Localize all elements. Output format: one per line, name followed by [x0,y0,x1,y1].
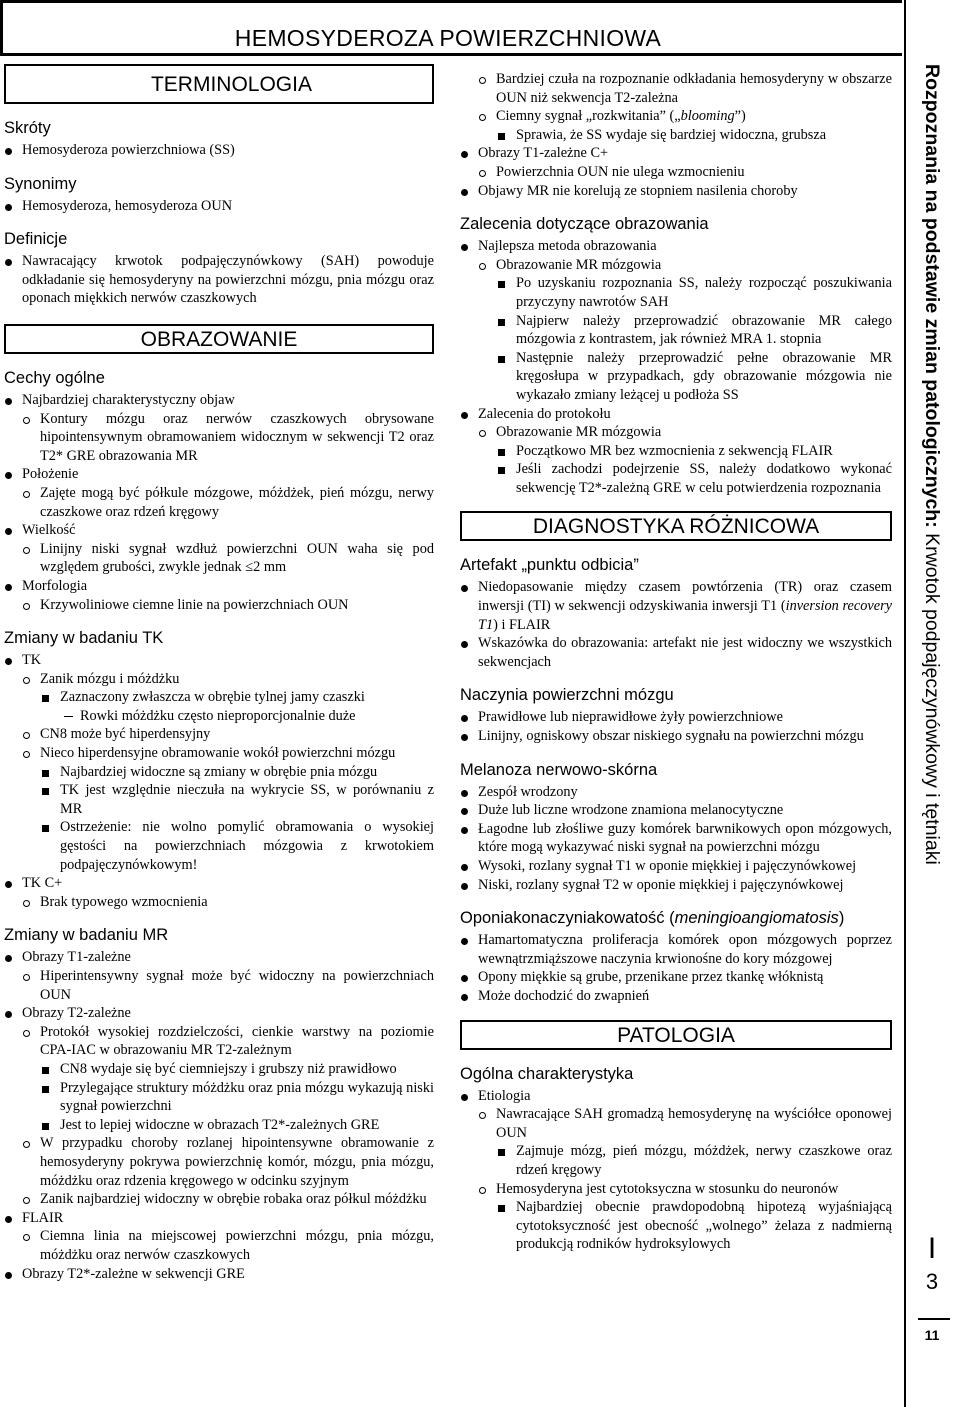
circle-bullet-icon [479,77,486,84]
list-item: Wskazówka do obrazowania: artefakt nie jest widoczny we wszystkich sekwencjach [460,634,892,671]
circle-bullet-icon [23,974,30,981]
square-bullet-icon [42,1067,49,1074]
square-bullet-icon [42,788,49,795]
left-column [4,64,434,1283]
bullet-icon [5,1011,12,1018]
list-item: Następnie należy przeprowadzić pełne obrazowanie MR kręgosłupa w przypadkach, gdy obrazowanie mózgowia nie wykazało zmiany leżącej u podłoża SS [460,349,892,405]
ogolna-list [460,1087,892,1254]
square-bullet-icon [42,695,49,702]
bullet-icon [5,1216,12,1223]
list-item: Objawy MR nie korelują ze stopniem nasilenia choroby [460,182,892,201]
list-item: Obrazy T2-zależne [4,1004,434,1023]
mr-heading: Zmiany w badaniu MR [4,926,169,945]
patologia-heading: PATOLOGIA [617,1023,735,1047]
page-divider [918,1318,950,1320]
cechy-heading: Cechy ogólne [4,368,105,387]
list-item: Nawracające SAH gromadzą hemosyderynę na wyściółce oponowej OUN [460,1105,892,1142]
list-item: Zaznaczony zwłaszcza w obrębie tylnej jamy czaszki [4,688,434,707]
list-item: Obrazowanie MR mózgowia [460,423,892,442]
list-item: Protokół wysokiej rozdzielczości, cienkie warstwy na poziomie CPA-IAC w obrazowaniu MR T2-zależnym [4,1023,434,1060]
list-item: Opony miękkie są grube, przenikane przez tkankę włóknistą [460,968,892,987]
bullet-icon [461,585,468,592]
list-item: Zespół wrodzony [460,783,892,802]
bullet-icon [461,1094,468,1101]
tk-heading: Zmiany w badaniu TK [4,629,164,648]
page-number: 11 [924,1327,940,1343]
list-item: Hemosyderoza powierzchniowa (SS) [4,141,434,160]
circle-bullet-icon [23,677,30,684]
skroty-heading: Skróty [4,119,51,137]
list-item: Łagodne lub złośliwe guzy komórek barwnikowych opon mózgowych, które mogą wykazywać niski sygnał na powierzchni mózgu [460,820,892,857]
list-item: Zanik najbardziej widoczny w obrębie robaka oraz półkul móżdżku [4,1190,434,1209]
bullet-icon [5,204,12,211]
bullet-icon [461,189,468,196]
list-item: Najlepsza metoda obrazowania [460,237,892,256]
list-item: Jeśli zachodzi podejrzenie SS, należy dodatkowo wykonać sekwencję T2*-zależną GRE w celu potwierdzenia rozpoznania [460,460,892,497]
chapter-number: 3 [925,1269,939,1294]
list-item: Ostrzeżenie: nie wolno pomylić obramowania o wysokiej gęstości na powierzchniach mózgowia z krwotokiem podpajęczynówkowym! [4,818,434,874]
bullet-icon [461,994,468,1001]
side-chapter-label: Rozpoznania na podstawie zmian patologicznych: Krwotok podpajęczynówkowy i tętniaki [921,64,943,865]
bullet-icon [461,715,468,722]
bullet-icon [5,1272,12,1279]
circle-bullet-icon [23,1197,30,1204]
synonimy-heading: Synonimy [4,174,77,193]
circle-bullet-icon [479,114,486,121]
square-bullet-icon [498,356,505,363]
bullet-icon [5,881,12,888]
cechy-list [4,391,434,614]
list-item: CN8 może być hiperdensyjny [4,725,434,744]
circle-bullet-icon [23,1141,30,1148]
list-item: Hemosyderyna jest cytotoksyczna w stosunku do neuronów [460,1180,892,1199]
circle-bullet-icon [479,1112,486,1119]
artefakt-list [460,578,892,671]
list-item: Sprawia, że SS wydaje się bardziej widoczna, grubsza [460,126,892,145]
circle-bullet-icon [23,1234,30,1241]
list-item: FLAIR [4,1209,434,1228]
terminology-heading: TERMINOLOGIA [150,73,312,96]
list-item: Morfologia [4,577,434,596]
bullet-icon [5,259,12,266]
list-item: Może dochodzić do zwapnień [460,987,892,1006]
oponiakonaczyniakowatosc-list [460,931,892,1005]
list-item: Jest to lepiej widoczne w obrazach T2*-zależnych GRE [4,1116,434,1135]
bullet-icon [5,398,12,405]
list-item: Najbardziej obecnie prawdopodobną hipotezą wyjaśniającą cytotoksyczność jest obecność „wolnego” żelaza z nadmierną produkcją rodników hydroksylowych [460,1198,892,1254]
oponiakonaczyniakowatosc-heading: Oponiakonaczyniakowatość (meningioangiomatosis) [460,909,845,928]
square-bullet-icon [498,467,505,474]
list-item: TK C+ [4,874,434,893]
list-item: Duże lub liczne wrodzone znamiona melanocytyczne [460,801,892,820]
dash-bullet-icon [64,716,73,717]
bullet-icon [461,975,468,982]
circle-bullet-icon [23,547,30,554]
circle-bullet-icon [23,732,30,739]
list-item: Najbardziej charakterystyczny objaw [4,391,434,410]
chapter-roman: I [927,1232,937,1265]
list-item: Położenie [4,465,434,484]
list-item: Kontury mózgu oraz nerwów czaszkowych obrysowane hipointensywnym obramowaniem widocznym w sekwencji T2 oraz T2* GRE obrazowania MR [4,410,434,466]
list-item: Niedopasowanie między czasem powtórzenia (TR) oraz czasem inwersji (TI) w sekwencji odzyskiwania inwersji T1 (inversion recovery T1) i FLAIR [460,578,892,634]
list-item: Powierzchnia OUN nie ulega wzmocnieniu [460,163,892,182]
patologia-heading-box [460,1020,892,1050]
list-item: W przypadku choroby rozlanej hipointensywne obramowanie z hemosyderyny pokrywa powierzchnię komór, mózgu, pnia mózgu, móżdżku oraz rdzenia kręgowego w odcinku szyjnym [4,1134,434,1190]
bullet-icon [461,864,468,871]
definicje-heading: Definicje [4,230,68,249]
list-item: Nieco hiperdensyjne obramowanie wokół powierzchni mózgu [4,744,434,763]
list-item: Linijny, ogniskowy obszar niskiego sygnału na powierzchni mózgu [460,727,892,746]
bullet-icon [461,790,468,797]
list-item: Ciemna linia na miejscowej powierzchni mózgu, pnia mózgu, móżdżku oraz nerwów czaszkowych [4,1227,434,1264]
list-item: Etiologia [460,1087,892,1106]
bullet-icon [461,244,468,251]
list-item: Po uzyskaniu rozpoznania SS, należy rozpocząć poszukiwania przyczyny nawrotów SAH [460,274,892,311]
list-item: Ciemny sygnał „rozkwitania” („blooming”) [460,107,892,126]
list-item: Obrazy T1-zależne C+ [460,144,892,163]
list-item: Zajmuje mózg, pień mózgu, móżdżek, nerwy czaszkowe oraz rdzeń kręgowy [460,1142,892,1179]
circle-bullet-icon [479,1187,486,1194]
list-item: Zalecenia do protokołu [460,405,892,424]
list-item: CN8 wydaje się być ciemniejszy i grubszy niż prawidłowo [4,1060,434,1079]
circle-bullet-icon [23,751,30,758]
square-bullet-icon [42,1123,49,1130]
obrazowanie-heading: OBRAZOWANIE [140,327,298,351]
bullet-icon [5,658,12,665]
list-item: Niski, rozlany sygnał T2 w oponie miękkiej i pajęczynówkowej [460,876,892,895]
list-item: Obrazy T2*-zależne w sekwencji GRE [4,1265,434,1284]
circle-bullet-icon [23,900,30,907]
circle-bullet-icon [479,263,486,270]
circle-bullet-icon [23,417,30,424]
mr-list [4,948,434,1283]
list-item: Rowki móżdżku często nieproporcjonalnie duże [4,707,434,726]
tk-list [4,651,434,911]
square-bullet-icon [498,1205,505,1212]
bullet-icon [461,734,468,741]
bullet-icon [461,151,468,158]
mr-continued-list [460,70,892,200]
bullet-icon [461,938,468,945]
bullet-icon [5,472,12,479]
bullet-icon [461,641,468,648]
bullet-icon [5,584,12,591]
circle-bullet-icon [23,603,30,610]
list-item: Początkowo MR bez wzmocnienia z sekwencją FLAIR [460,442,892,461]
naczynia-list [460,708,892,745]
bullet-icon [5,955,12,962]
list-item: Bardziej czuła na rozpoznanie odkładania hemosyderyny w obszarze OUN niż sekwencja T2-zależna [460,70,892,107]
circle-bullet-icon [479,170,486,177]
list-item: Zajęte mogą być półkule mózgowe, móżdżek, pień mózgu, nerwy czaszkowe oraz rdzeń kręgowy [4,484,434,521]
diagnostyka-heading-box [460,511,892,541]
list-item: Najbardziej widoczne są zmiany w obrębie pnia mózgu [4,763,434,782]
list-item: Nawracający krwotok podpajęczynówkowy (SAH) powoduje odkładanie się hemosyderyny na powierzchni mózgu, pnia mózgu oraz oponach miękkich nerwów czaszkowych [4,252,434,308]
list-item: Prawidłowe lub nieprawidłowe żyły powierzchniowe [460,708,892,727]
list-item: Krzywoliniowe ciemne linie na powierzchniach OUN [4,596,434,615]
list-item: Przylegające struktury móżdżku oraz pnia mózgu wykazują niski sygnał powierzchni [4,1079,434,1116]
list-item: Hiperintensywny sygnał może być widoczny na powierzchniach OUN [4,967,434,1004]
list-item: Wielkość [4,521,434,540]
melanoza-list [460,783,892,895]
square-bullet-icon [42,1086,49,1093]
square-bullet-icon [42,825,49,832]
list-item: Linijny niski sygnał wzdłuż powierzchni OUN waha się pod względem grubości, zwykle jednak ≤2 mm [4,540,434,577]
square-bullet-icon [498,1149,505,1156]
list-item: Najpierw należy przeprowadzić obrazowanie MR całego mózgowia z kontrastem, jak również MRA 1. stopnia [460,312,892,349]
circle-bullet-icon [23,1030,30,1037]
melanoza-heading: Melanoza nerwowo-skórna [460,760,658,779]
list-item: Brak typowego wzmocnienia [4,893,434,912]
circle-bullet-icon [479,430,486,437]
list-item: TK jest względnie nieczuła na wykrycie SS, w porównaniu z MR [4,781,434,818]
zalecenia-heading: Zalecenia dotyczące obrazowania [460,215,709,234]
zalecenia-list [460,237,892,497]
diagnostyka-heading: DIAGNOSTYKA RÓŻNICOWA [532,515,820,539]
obrazowanie-heading-box [4,324,434,354]
bullet-icon [461,883,468,890]
bullet-icon [461,412,468,419]
synonimy-list [4,197,434,216]
list-item: Obrazy T1-zależne [4,948,434,967]
square-bullet-icon [498,133,505,140]
bullet-icon [5,528,12,535]
circle-bullet-icon [23,491,30,498]
skroty-list [4,141,434,160]
page-title: HEMOSYDEROZA POWIERZCHNIOWA [234,25,662,51]
square-bullet-icon [42,770,49,777]
bullet-icon [5,148,12,155]
list-item: Hamartomatyczna proliferacja komórek opon mózgowych poprzez wewnątrzmiąższowe naczynia krwionośne do kory mózgowej [460,931,892,968]
artefakt-heading: Artefakt „punktu odbicia” [460,556,639,575]
naczynia-heading: Naczynia powierzchni mózgu [460,686,674,705]
list-item: TK [4,651,434,670]
list-item: Zanik mózgu i móżdżku [4,670,434,689]
list-item: Obrazowanie MR mózgowia [460,256,892,275]
square-bullet-icon [498,449,505,456]
bullet-icon [461,827,468,834]
list-item: Hemosyderoza, hemosyderoza OUN [4,197,434,216]
square-bullet-icon [498,281,505,288]
bullet-icon [461,808,468,815]
definicje-list [4,252,434,308]
terminology-heading-box [4,64,434,104]
right-column [460,70,892,1254]
ogolna-heading: Ogólna charakterystyka [460,1064,634,1083]
list-item: Wysoki, rozlany sygnał T1 w oponie miękkiej i pajęczynówkowej [460,857,892,876]
square-bullet-icon [498,319,505,326]
